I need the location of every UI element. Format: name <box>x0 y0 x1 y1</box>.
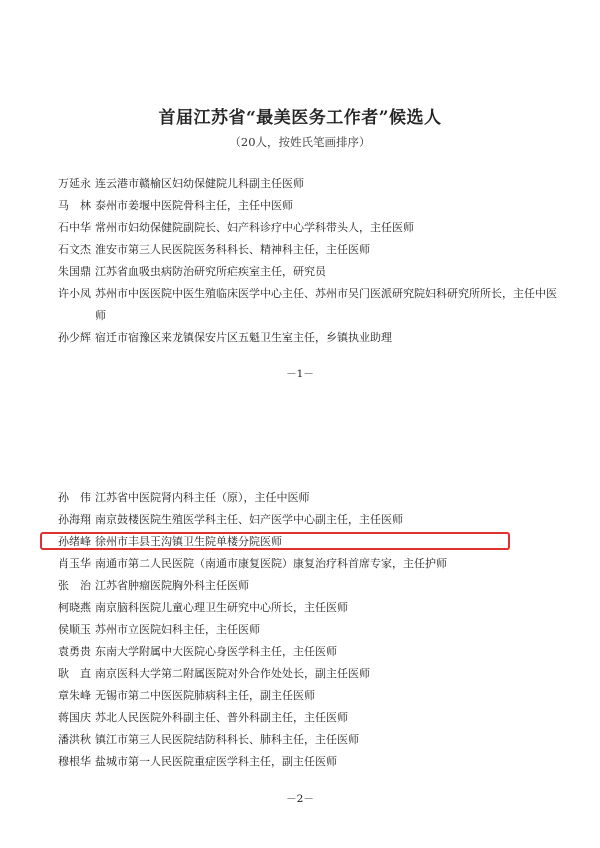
candidate-row <box>58 575 558 597</box>
candidate-description: 宿迁市宿豫区来龙镇保安片区五魁卫生室主任，乡镇执业助理 <box>95 331 392 344</box>
candidate-description: 东南大学附属中大医院心身医学科主任，主任医师 <box>95 645 337 658</box>
candidate-description: 无锡市第二中医医院肺病科主任，副主任医师 <box>95 689 315 702</box>
candidate-description: 南京脑科医院儿童心理卫生研究中心所长，主任医师 <box>95 601 348 614</box>
candidate-row <box>58 327 558 349</box>
candidate-name: 孙 伟 <box>58 491 91 504</box>
candidate-description: 江苏省中医院肾内科主任（原），主任中医师 <box>95 491 310 504</box>
candidate-row <box>58 553 558 575</box>
candidate-name: 耿 直 <box>58 667 91 680</box>
candidate-row <box>58 619 558 641</box>
candidate-description: 常州市妇幼保健院副院长、妇产科诊疗中心学科带头人，主任医师 <box>95 221 414 234</box>
candidate-name: 孙少辉 <box>58 331 91 344</box>
candidate-row <box>58 283 558 327</box>
candidate-name: 蒋国庆 <box>58 711 91 724</box>
candidate-row <box>58 239 558 261</box>
candidate-row <box>58 173 558 195</box>
candidate-name: 穆根华 <box>58 755 91 768</box>
candidate-description: 苏北人民医院外科副主任、普外科副主任，主任医师 <box>95 711 348 724</box>
candidate-description: 江苏省血吸虫病防治研究所疟疾室主任，研究员 <box>95 265 326 278</box>
candidate-description: 南通市第二人民医院（南通市康复医院）康复治疗科首席专家，主任护师 <box>95 557 447 570</box>
highlight-box <box>40 532 510 550</box>
candidate-description: 连云港市赣榆区妇幼保健院儿科副主任医师 <box>95 177 304 190</box>
candidate-name: 马 林 <box>58 199 91 212</box>
candidate-name: 潘洪秋 <box>58 733 91 746</box>
candidate-row <box>58 217 558 239</box>
candidate-name: 章朱峰 <box>58 689 91 702</box>
candidate-row <box>58 261 558 283</box>
candidate-name: 万延永 <box>58 177 91 190</box>
candidate-row <box>58 663 558 685</box>
candidate-description: 泰州市姜堰中医院骨科主任，主任中医师 <box>95 199 293 212</box>
candidate-name: 侯顺玉 <box>58 623 91 636</box>
page-number: －1－ <box>286 368 314 380</box>
candidate-description: 苏州市立医院妇科主任，主任医师 <box>95 623 260 636</box>
candidate-row <box>58 641 558 663</box>
document-title: 首届江苏省“最美医务工作者”候选人 <box>158 108 442 128</box>
candidate-name: 孙绪峰 <box>58 535 91 548</box>
candidate-description: 淮安市第三人民医院医务科科长、精神科主任，主任医师 <box>95 243 370 256</box>
document-subtitle: （20人，按姓氏笔画排序） <box>229 135 371 149</box>
candidate-name: 肖玉华 <box>58 557 91 570</box>
candidate-row <box>58 597 558 619</box>
candidate-name: 张 治 <box>58 579 91 592</box>
page-number: －2－ <box>286 793 314 805</box>
candidate-name: 袁勇贵 <box>58 645 91 658</box>
candidate-description: 苏州市中医医院中医生殖临床医学中心主任、苏州市吴门医派研究院妇科研究所所长，主任中医师 <box>95 287 557 322</box>
candidate-row <box>58 487 558 509</box>
candidate-description: 南京医科大学第二附属医院对外合作处处长，副主任医师 <box>95 667 370 680</box>
candidate-description: 南京鼓楼医院生殖医学科主任、妇产医学中心副主任，主任医师 <box>95 513 403 526</box>
candidate-list-page-1 <box>58 173 558 349</box>
candidate-row <box>58 195 558 217</box>
candidate-name: 许小凤 <box>58 287 91 300</box>
candidate-description: 徐州市丰县王沟镇卫生院单楼分院医师 <box>95 535 282 548</box>
candidate-name: 柯晓燕 <box>58 601 91 614</box>
candidate-row <box>58 509 558 531</box>
candidate-description: 盐城市第一人民医院重症医学科主任，副主任医师 <box>95 755 337 768</box>
candidate-row <box>58 707 558 729</box>
candidate-row <box>58 729 558 751</box>
candidate-list-page-2 <box>58 487 558 773</box>
candidate-description: 江苏省肿瘤医院胸外科主任医师 <box>95 579 249 592</box>
candidate-row <box>58 685 558 707</box>
candidate-name: 石中华 <box>58 221 91 234</box>
candidate-name: 朱国鼎 <box>58 265 91 278</box>
candidate-description: 镇江市第三人民医院结防科科长、肺科主任，主任医师 <box>95 733 359 746</box>
candidate-name: 孙海翔 <box>58 513 91 526</box>
candidate-name: 石文杰 <box>58 243 91 256</box>
candidate-row <box>58 751 558 773</box>
